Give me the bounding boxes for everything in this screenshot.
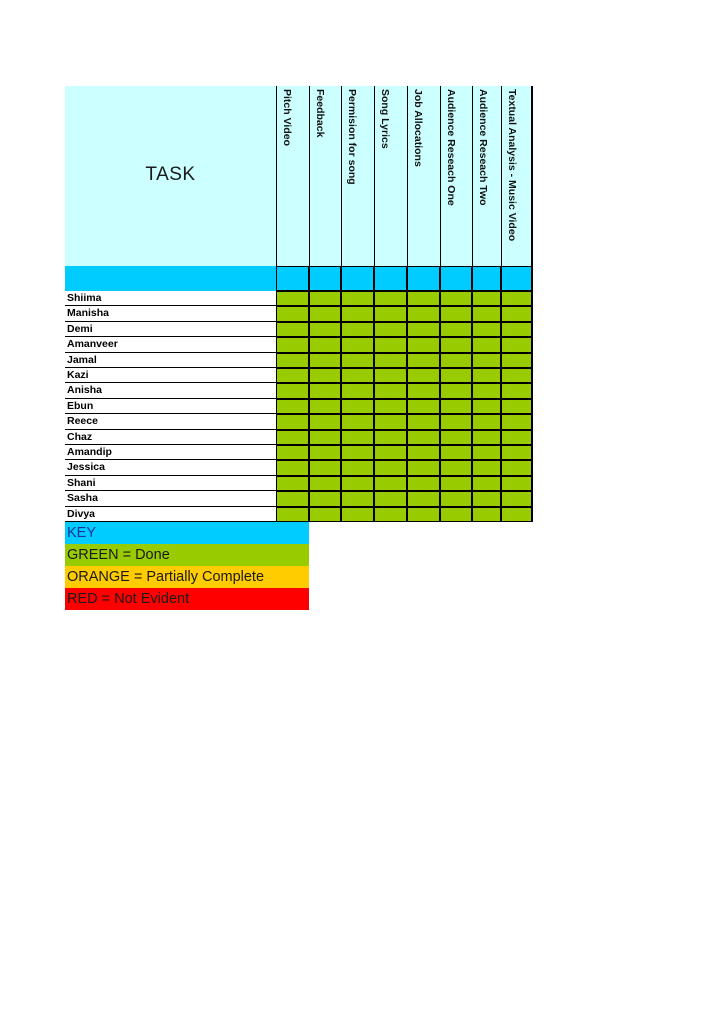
column-header-label: Pitch Video <box>281 89 293 146</box>
status-cell-done <box>472 507 501 522</box>
status-cell-done <box>472 491 501 506</box>
status-cell-done <box>440 414 472 429</box>
status-cell-done <box>276 337 309 352</box>
task-title: TASK <box>145 164 196 185</box>
cyan-separator-cell <box>440 266 472 291</box>
table-row <box>65 322 532 337</box>
table-row <box>65 430 532 445</box>
status-cell-done <box>407 291 440 306</box>
status-cell-done <box>276 306 309 321</box>
column-header-label: Textual Analysis - Music Video <box>506 89 518 242</box>
status-cell-done <box>501 507 532 522</box>
status-cell-done <box>309 291 341 306</box>
table-row <box>65 291 532 306</box>
status-cell-done <box>374 368 407 383</box>
status-cell-done <box>276 383 309 398</box>
table-row <box>65 491 532 506</box>
status-cell-done <box>472 368 501 383</box>
status-cell-done <box>440 337 472 352</box>
column-header-label: Permision for song <box>346 89 358 185</box>
status-cell-done <box>276 460 309 475</box>
status-cell-done <box>407 476 440 491</box>
status-cell-done <box>407 507 440 522</box>
status-cell-done <box>341 445 374 460</box>
status-cell-done <box>501 460 532 475</box>
status-cell-done <box>374 507 407 522</box>
status-cell-done <box>341 353 374 368</box>
table-row <box>65 399 532 414</box>
student-name: Manisha <box>65 306 276 321</box>
status-cell-done <box>472 383 501 398</box>
status-cell-done <box>440 445 472 460</box>
cyan-separator-cell <box>276 266 309 291</box>
status-cell-done <box>341 306 374 321</box>
status-cell-done <box>440 306 472 321</box>
cyan-separator-cell <box>374 266 407 291</box>
status-cell-done <box>309 399 341 414</box>
column-header-label: Feedback <box>314 89 326 138</box>
status-cell-done <box>472 476 501 491</box>
status-cell-done <box>407 491 440 506</box>
student-name: Ebun <box>65 399 276 414</box>
status-cell-done <box>374 353 407 368</box>
status-cell-done <box>472 414 501 429</box>
status-cell-done <box>440 399 472 414</box>
status-cell-done <box>341 322 374 337</box>
student-name: Amanveer <box>65 337 276 352</box>
status-cell-done <box>440 291 472 306</box>
status-cell-done <box>472 306 501 321</box>
status-cell-done <box>501 322 532 337</box>
status-cell-done <box>276 507 309 522</box>
status-cell-done <box>341 476 374 491</box>
status-cell-done <box>276 322 309 337</box>
status-cell-done <box>440 322 472 337</box>
status-cell-done <box>407 383 440 398</box>
status-cell-done <box>407 430 440 445</box>
table-row <box>65 460 532 475</box>
student-name: Shiima <box>65 291 276 306</box>
cyan-separator-row <box>65 266 532 291</box>
column-header-label: Audience Reseach Two <box>477 89 489 206</box>
table-row <box>65 337 532 352</box>
student-name: Kazi <box>65 368 276 383</box>
status-cell-done <box>501 491 532 506</box>
status-cell-done <box>309 383 341 398</box>
status-cell-done <box>276 414 309 429</box>
student-name: Amandip <box>65 445 276 460</box>
cyan-separator-name-cell <box>65 266 276 291</box>
status-cell-done <box>309 491 341 506</box>
status-cell-done <box>472 291 501 306</box>
status-cell-done <box>309 507 341 522</box>
student-name: Divya <box>65 507 276 522</box>
status-cell-done <box>501 414 532 429</box>
status-cell-done <box>341 368 374 383</box>
student-name: Sasha <box>65 491 276 506</box>
status-cell-done <box>309 353 341 368</box>
status-cell-done <box>472 460 501 475</box>
status-cell-done <box>374 399 407 414</box>
status-cell-done <box>374 491 407 506</box>
status-cell-done <box>501 306 532 321</box>
status-cell-done <box>309 476 341 491</box>
status-cell-done <box>309 322 341 337</box>
status-cell-done <box>472 322 501 337</box>
status-cell-done <box>407 353 440 368</box>
table-row <box>65 445 532 460</box>
column-header <box>341 86 374 266</box>
status-cell-done <box>374 460 407 475</box>
status-cell-done <box>472 445 501 460</box>
status-cell-done <box>374 306 407 321</box>
student-name: Reece <box>65 414 276 429</box>
status-cell-done <box>276 476 309 491</box>
student-name: Jessica <box>65 460 276 475</box>
status-cell-done <box>341 491 374 506</box>
status-cell-done <box>341 430 374 445</box>
column-header <box>276 86 309 266</box>
status-cell-done <box>374 414 407 429</box>
key-title: KEY <box>65 522 309 544</box>
status-cell-done <box>440 430 472 445</box>
status-cell-done <box>341 291 374 306</box>
column-header <box>407 86 440 266</box>
status-cell-done <box>341 414 374 429</box>
status-cell-done <box>276 368 309 383</box>
status-cell-done <box>374 476 407 491</box>
status-cell-done <box>407 337 440 352</box>
status-cell-done <box>407 399 440 414</box>
table-row <box>65 476 532 491</box>
status-cell-done <box>374 383 407 398</box>
status-cell-done <box>309 445 341 460</box>
status-cell-done <box>309 460 341 475</box>
status-cell-done <box>276 491 309 506</box>
table-row <box>65 353 532 368</box>
key-red: RED = Not Evident <box>65 588 309 610</box>
column-header <box>374 86 407 266</box>
cyan-separator-cell <box>407 266 440 291</box>
status-cell-done <box>440 476 472 491</box>
status-cell-done <box>472 337 501 352</box>
status-cell-done <box>374 322 407 337</box>
status-cell-done <box>407 322 440 337</box>
status-cell-done <box>501 368 532 383</box>
cyan-separator-cell <box>309 266 341 291</box>
student-name: Demi <box>65 322 276 337</box>
status-cell-done <box>407 368 440 383</box>
status-cell-done <box>472 353 501 368</box>
status-cell-done <box>341 399 374 414</box>
status-cell-done <box>309 368 341 383</box>
column-header <box>472 86 501 266</box>
status-cell-done <box>276 445 309 460</box>
table-row <box>65 414 532 429</box>
status-cell-done <box>309 337 341 352</box>
status-cell-done <box>309 414 341 429</box>
status-cell-done <box>276 399 309 414</box>
column-header-label: Song Lyrics <box>379 89 391 149</box>
status-cell-done <box>440 491 472 506</box>
status-cell-done <box>501 399 532 414</box>
student-name: Chaz <box>65 430 276 445</box>
status-cell-done <box>341 337 374 352</box>
status-cell-done <box>501 353 532 368</box>
status-cell-done <box>407 306 440 321</box>
student-name: Anisha <box>65 383 276 398</box>
status-cell-done <box>374 337 407 352</box>
status-cell-done <box>341 460 374 475</box>
key-green: GREEN = Done <box>65 544 309 566</box>
status-cell-done <box>501 383 532 398</box>
cyan-separator-cell <box>341 266 374 291</box>
student-name: Shani <box>65 476 276 491</box>
status-cell-done <box>407 460 440 475</box>
status-cell-done <box>501 337 532 352</box>
cyan-separator-cell <box>501 266 532 291</box>
status-cell-done <box>501 445 532 460</box>
status-cell-done <box>407 414 440 429</box>
status-cell-done <box>309 430 341 445</box>
status-cell-done <box>472 399 501 414</box>
key-orange: ORANGE = Partially Complete <box>65 566 309 588</box>
status-cell-done <box>276 430 309 445</box>
table-row <box>65 383 532 398</box>
status-cell-done <box>440 368 472 383</box>
status-cell-done <box>472 430 501 445</box>
status-cell-done <box>440 460 472 475</box>
table-row <box>65 368 532 383</box>
table-row <box>65 306 532 321</box>
column-header-label: Audience Reseach One <box>445 89 457 206</box>
status-cell-done <box>374 430 407 445</box>
student-name: Jamal <box>65 353 276 368</box>
status-cell-done <box>341 383 374 398</box>
table-row <box>65 507 532 522</box>
status-cell-done <box>440 383 472 398</box>
status-cell-done <box>374 445 407 460</box>
status-cell-done <box>276 353 309 368</box>
status-cell-done <box>440 507 472 522</box>
status-cell-done <box>501 291 532 306</box>
task-title-block <box>65 86 276 266</box>
status-cell-done <box>309 306 341 321</box>
column-header <box>501 86 532 266</box>
status-cell-done <box>501 476 532 491</box>
status-cell-done <box>341 507 374 522</box>
status-cell-done <box>276 291 309 306</box>
status-cell-done <box>501 430 532 445</box>
column-header <box>309 86 341 266</box>
column-header <box>440 86 472 266</box>
cyan-separator-cell <box>472 266 501 291</box>
status-cell-done <box>374 291 407 306</box>
status-cell-done <box>407 445 440 460</box>
status-cell-done <box>440 353 472 368</box>
column-header-label: Job Allocations <box>412 89 424 167</box>
